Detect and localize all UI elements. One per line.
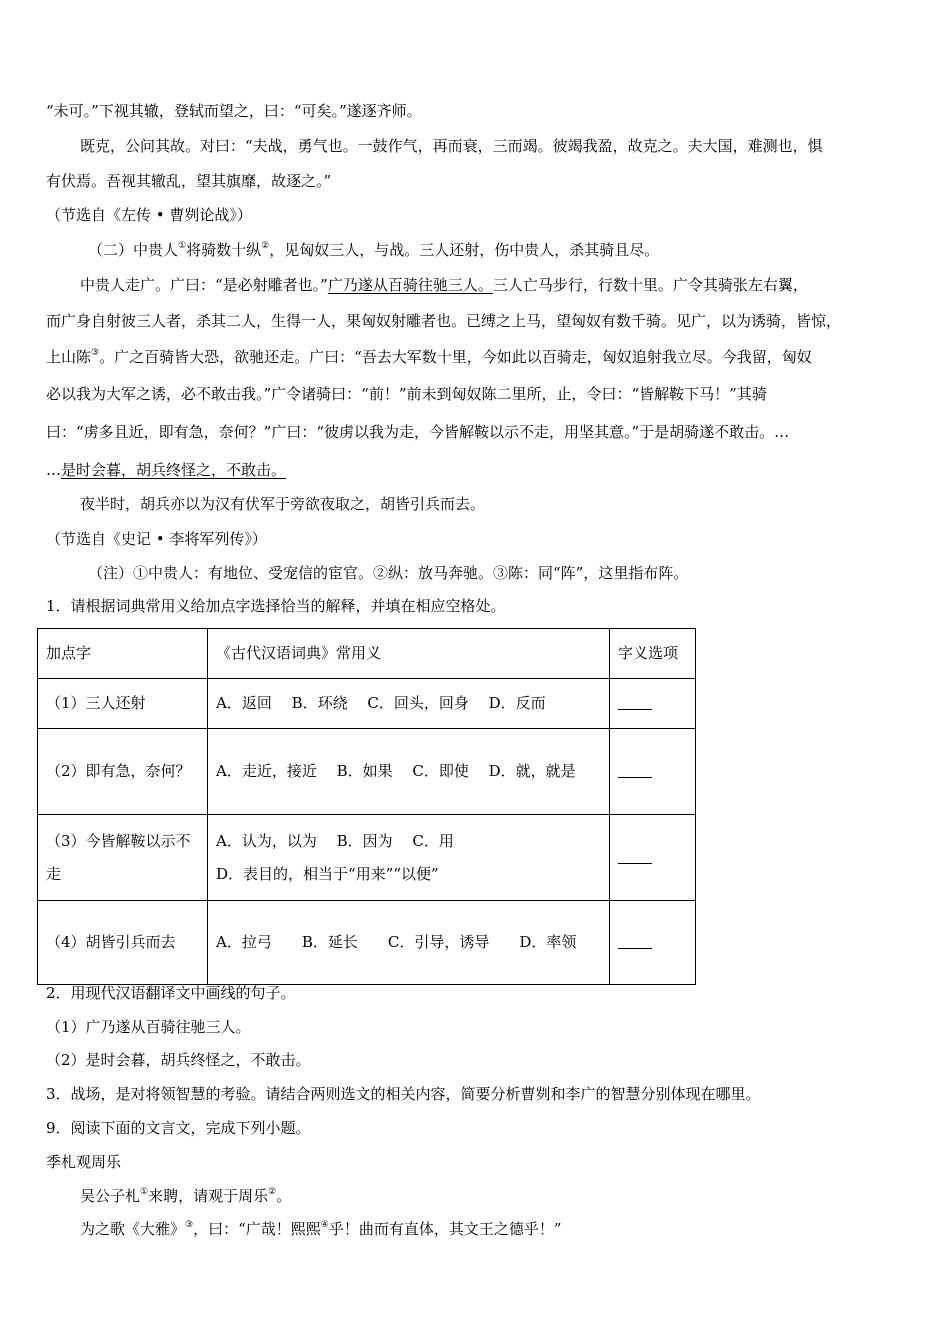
footnote-marker: ③ — [185, 1220, 194, 1230]
passage1-p2-line2: 有伏焉。吾视其辙乱，望其旗靡，故逐之。” — [46, 172, 332, 190]
passage2-line2: 中贵人走广。广曰：“是必射雕者也。”广乃遂从百骑往驰三人。三人亡马步行，行数十里。广令其骑张左右翼， — [80, 276, 808, 294]
q9-passage-title: 季札观周乐 — [46, 1153, 122, 1171]
passage2-line8: 夜半时，胡兵亦以为汉有伏军于旁欲夜取之，胡皆引兵而去。 — [80, 495, 486, 513]
table-header-row — [38, 629, 696, 679]
passage2-line3: 而广身自射彼三人者，杀其二人，生得一人，果匈奴射雕者也。已缚之上马，望匈奴有数千骑。见广，以为诱骑，皆惊， — [46, 312, 842, 330]
table-meaning-cell: A．拉弓 B．延长 C．引导，诱导 D．率领 — [208, 901, 610, 985]
q9-line1: 吴公子札①来聘，请观于周乐②。 — [80, 1187, 292, 1205]
table-meaning-cell: A．走近，接近 B．如果 C．即使 D．就，就是 — [208, 729, 610, 815]
passage1-p2-line1: 既克，公问其故。对曰：“夫战，勇气也。一鼓作气，再而衰，三而竭。彼竭我盈，故克之。夫大国，难测也，惧 — [80, 137, 823, 155]
dictionary-table — [37, 628, 696, 985]
table-item-cell: （4）胡皆引兵而去 — [38, 901, 208, 985]
q2-prompt: 2．用现代汉语翻译文中画线的句子。 — [46, 984, 296, 1002]
table-item-cell: （3）今皆解鞍以示不走 — [38, 815, 208, 901]
passage2-source: （节选自《史记 • 李将军列传》） — [46, 530, 267, 548]
footnote-marker: ④ — [320, 1220, 329, 1230]
q2-sentence-2: （2）是时会暮，胡兵终怪之，不敢击。 — [46, 1051, 311, 1069]
answer-blank[interactable] — [618, 853, 652, 864]
answer-blank[interactable] — [618, 767, 652, 778]
answer-blank[interactable] — [618, 699, 652, 710]
passage2-line7: …是时会暮，胡兵终怪之，不敢击。 — [46, 461, 287, 479]
passage2-line5: 必以我为大军之诱，必不敢击我。”广令诸骑曰：“前！”前未到匈奴陈二里所，止，令曰：“皆解鞍下马！”其骑 — [46, 385, 767, 403]
table-item-cell: （2）即有急，奈何？ — [38, 729, 208, 815]
meaning-line: A．认为，以为 B．因为 C．用 — [216, 831, 454, 850]
q9-prompt: 9．阅读下面的文言文，完成下列小题。 — [46, 1119, 311, 1137]
underlined-sentence-1: 广乃遂从百骑往驰三人。 — [327, 276, 493, 294]
answer-blank-cell[interactable] — [610, 901, 696, 985]
passage1-source: （节选自《左传 • 曹刿论战》） — [46, 206, 252, 224]
answer-blank-cell[interactable] — [610, 729, 696, 815]
passage2-line4: 上山陈③。广之百骑皆大恐，欲驰还走。广曰：“吾去大军数十里，今如此以百骑走，匈奴追射我立尽。今我留，匈奴 — [46, 348, 812, 366]
answer-blank-cell[interactable] — [610, 679, 696, 729]
table-header-cell: 字义选项 — [610, 629, 696, 679]
q2-sentence-1: （1）广乃遂从百骑往驰三人。 — [46, 1018, 251, 1036]
table-row — [38, 729, 696, 815]
footnote-marker: ② — [261, 241, 270, 251]
table-item-cell: （1）三人还射 — [38, 679, 208, 729]
q9-line2: 为之歌《大雅》③，曰：“广哉！熙熙④乎！曲而有直体，其文王之德乎！” — [80, 1220, 562, 1238]
answer-blank-cell[interactable] — [610, 815, 696, 901]
underlined-sentence-2: 是时会暮，胡兵终怪之，不敢击。 — [61, 461, 287, 479]
table-meaning-cell — [208, 815, 610, 901]
q1-prompt: 1．请根据词典常用义给加点字选择恰当的解释，并填在相应空格处。 — [46, 597, 506, 615]
passage2-line1: （二）中贵人①将骑数十纵②，见匈奴三人，与战。三人还射，伤中贵人，杀其骑且尽。 — [88, 241, 660, 259]
footnote-marker: ① — [140, 1187, 149, 1197]
table-row — [38, 901, 696, 985]
table-row — [38, 815, 696, 901]
footnote-marker: ① — [178, 241, 187, 251]
table-header-cell: 《古代汉语词典》常用义 — [208, 629, 610, 679]
footnote-marker: ③ — [91, 348, 100, 358]
table-meaning-cell: A．返回 B．环绕 C．回头，回身 D．反而 — [208, 679, 610, 729]
passage2-note: （注）①中贵人：有地位、受宠信的宦官。②纵：放马奔驰。③陈：同“阵”，这里指布阵。 — [88, 564, 689, 582]
table-header-cell: 加点字 — [38, 629, 208, 679]
passage2-line6: 曰：“虏多且近，即有急，奈何？”广曰：“彼虏以我为走，今皆解鞍以示不走，用坚其意。”于是胡骑遂不敢击。… — [46, 423, 790, 441]
footnote-marker: ② — [268, 1187, 277, 1197]
answer-blank[interactable] — [618, 938, 652, 949]
passage1-line1: “未可。”下视其辙，登轼而望之，曰：“可矣。”遂逐齐师。 — [46, 102, 422, 120]
meaning-line: D．表目的，相当于“用来”“以便” — [216, 864, 439, 883]
table-row — [38, 679, 696, 729]
q3-prompt: 3．战场，是对将领智慧的考验。请结合两则选文的相关内容，简要分析曹刿和李广的智慧分别体现在哪里。 — [46, 1085, 761, 1103]
